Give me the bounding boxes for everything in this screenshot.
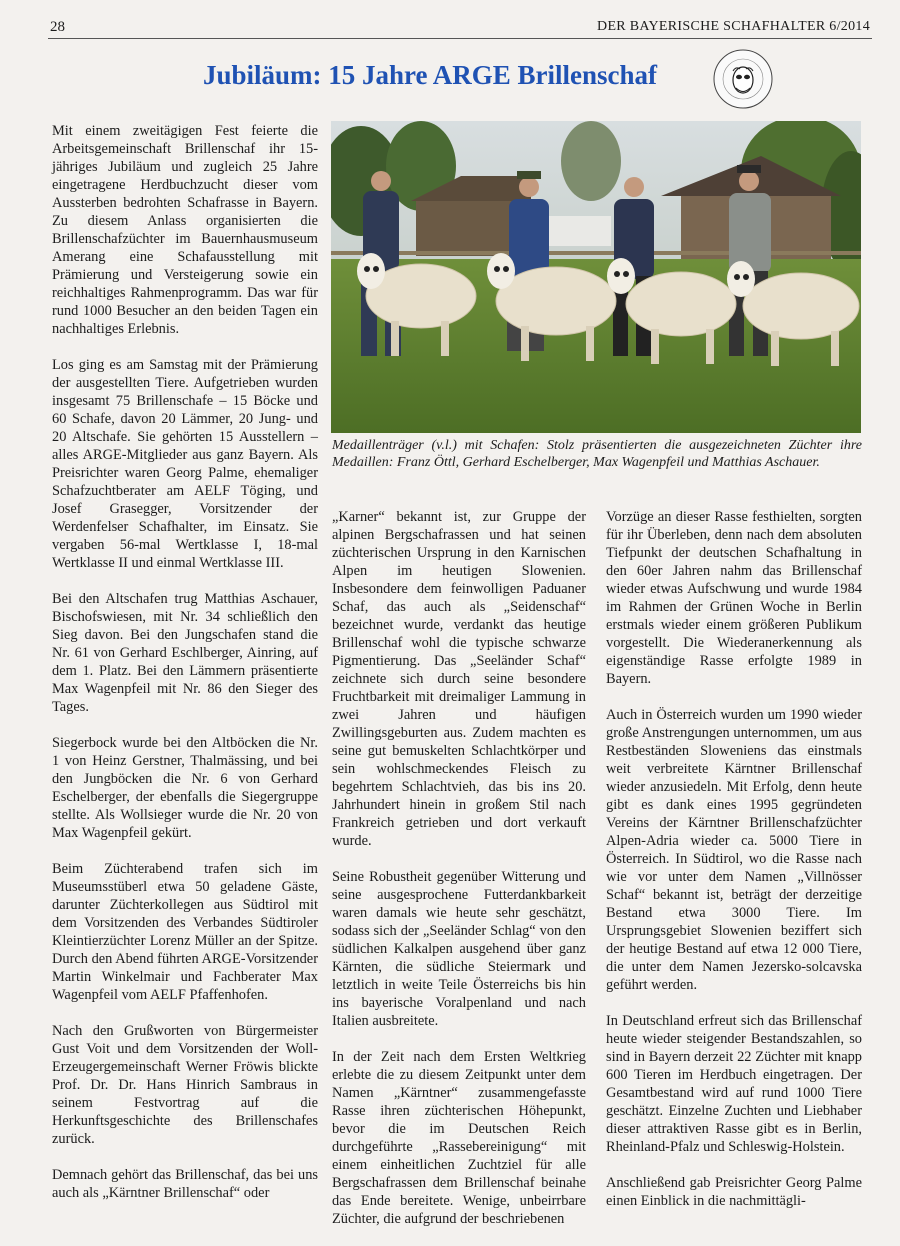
paragraph: Beim Züchterabend trafen sich im Museumsstüberl etwa 50 geladene Gäste, darunter Züchterkollegen aus Südtirol mit dem Vorsitzenden des Verbandes Südtiroler Kleintierzüchter Lorenz Müller an der Spitze. Durch den Abend führten ARGE-Vorsitzender Martin Winkelmair und Fachberater Max Wagenpfeil vom AELF Pfaffenhofen. <box>52 861 318 1003</box>
magazine-header: DER BAYERISCHE SCHAFHALTER 6/2014 <box>597 19 870 34</box>
paragraph: In der Zeit nach dem Ersten Weltkrieg erlebte die zu diesem Zeitpunkt unter dem Namen „Kärntner“ zusammengefasste Rasse ihren züchterischen Höhepunkt, bevor die im Deutschen Reich durchgeführte „Rassebereinigung“ mit einem einheitlichen Zuchtziel für alle Bergschafrassen dem Brillenschaf beinahe das Ende bereitete. Wenige, unbeirrbare Züchter, die aufgrund der beschriebenen <box>332 1049 586 1227</box>
article-title: Jubiläum: 15 Jahre ARGE Brillenschaf <box>202 60 658 90</box>
paragraph: Seine Robustheit gegenüber Witterung und seine ausgesprochene Futterdankbarkeit waren damals wie heute sehr geschätzt, sodass sich der „Seeländer Schlag“ von den südlichen Kalkalpen ausgehend über ganz Kärnten, die südliche Steiermark und letztlich in weite Teile Österreichs bis hin ins bayerische Voralpenland und nach Italien ausbreitete. <box>332 869 586 1029</box>
paragraph: „Karner“ bekannt ist, zur Gruppe der alpinen Bergschafrassen und hat seinen züchterischen Ursprung in den Karnischen Alpen im heutigen Slowenien. Insbesondere dem feinwolligen Paduaner Schaf, das auch als „Seidenschaf“ bezeichnet wurde, verdankt das heutige Brillenschaf wohl die typische schwarze Pigmentierung. Das „Seeländer Schaf“ zeichnete sich durch seine besondere Fruchtbarkeit mit dreimaliger Lammung in zwei Jahren und häufigen Zwillingsgeburten aus. Zudem machten es seine gut bemuskelten Schlachtkörper und sein wohlschmeckendes Fleisch zu begehrtem Schlachtvieh, das bis ins 20. Jahrhundert hinein in großem Stil nach Frankreich getrieben und dort verkauft wurde. <box>332 509 586 849</box>
paragraph: Demnach gehört das Brillenschaf, das bei uns auch als „Kärntner Brillenschaf“ oder <box>52 1167 318 1201</box>
article-column-2 <box>332 508 586 1246</box>
arge-brillenschaf-logo <box>712 48 774 110</box>
paragraph: Mit einem zweitägigen Fest feierte die Arbeitsgemeinschaft Brillenschaf ihr 15-jähriges Jubiläum und zugleich 25 Jahre eingetragene Herdbuchzucht dieser vom Aussterben bedrohten Schafrasse in Bayern. Zu diesem Anlass organisierten die Brillenschafzüchter im Bauernhausmuseum Amerang eine Schafausstellung mit Prämierung und Versteigerung sowie ein reichhaltiges Rahmenprogramm. Das war für rund 1000 Besucher an den beiden Tagen ein nachhaltiges Erlebnis. <box>52 123 318 337</box>
paragraph: Siegerbock wurde bei den Altböcken die Nr. 1 von Heinz Gerstner, Thalmässing, und bei den Jungböcken die Nr. 6 von Gerhard Eschelberger, der ebenfalls die Siegergruppe stellte. Als Wollsieger wurde die Nr. 20 von Max Wagenpfeil gekürt. <box>52 735 318 841</box>
header-divider <box>48 38 872 39</box>
paragraph: In Deutschland erfreut sich das Brillenschaf heute wieder steigender Bestandszahlen, so sind in Bayern derzeit 22 Züchter mit knapp 600 Tieren im Herdbuch eingetragen. Der Gesamtbestand wird auf rund 1000 Tiere geschätzt. Einzelne Zuchten und Liebhaber dieser attraktiven Rasse gibt es in Berlin, Rheinland-Pfalz und Schleswig-Holstein. <box>606 1013 862 1155</box>
photo-medal-winners-with-sheep <box>331 121 861 433</box>
paragraph: Anschließend gab Preisrichter Georg Palme einen Einblick in die nachmittägli- <box>606 1175 862 1209</box>
paragraph: Nach den Grußworten von Bürgermeister Gust Voit und dem Vorsitzenden der Woll-Erzeugergemeinschaft Werner Fröwis blickte Prof. Dr. Dr. Hans Hinrich Sambraus in seinem Festvortrag auf die Herkunftsgeschichte des Brillenschafes zurück. <box>52 1023 318 1147</box>
photo-caption: Medaillenträger (v.l.) mit Schafen: Stolz präsentierten die ausgezeichneten Züchter ihre Medaillen: Franz Öttl, Gerhard Eschelberger, Max Wagenpfeil und Matthias Aschauer. <box>332 438 862 470</box>
article-column-3 <box>606 508 862 1228</box>
paragraph: Auch in Österreich wurden um 1990 wieder große Anstrengungen unternommen, um aus Restbeständen Sloweniens das einstmals weit verbreitete Kärntner Brillenschaf wieder anzusiedeln. Mit Erfolg, denn heute gibt es dank eines 1995 gegründeten Vereins der Kärntner Brillenschafzüchter Alpen-Adria wieder ca. 5000 Tiere in Österreich. In Südtirol, wo die Rasse nach wie vor unter dem Namen „Villnösser Schaf“ bekannt ist, beträgt der derzeitige Bestand etwa 3000 Tiere. Im Ursprungsgebiet Slowenien beziffert sich der heutige Bestand auf etwa 12 000 Tiere, die unter dem Namen Jezersko-solcavska geführt werden. <box>606 707 862 993</box>
paragraph: Vorzüge an dieser Rasse festhielten, sorgten für ihr Überleben, denn nach dem absoluten Tiefpunkt der deutschen Schafhaltung in den 60er Jahren nahm das Brillenschaf wieder etwas Aufschwung und wurde 1984 im Rahmen der Grünen Woche in Berlin erstmals wieder einem größeren Publikum vorgestellt. Die Wiederanerkennung als eigenständige Rasse erfolgte 1989 in Bayern. <box>606 509 862 687</box>
article-column-1 <box>52 122 318 1220</box>
paragraph: Bei den Altschafen trug Matthias Aschauer, Bischofswiesen, mit Nr. 34 schließlich den Sieg davon. Bei den Jungschafen stand die Nr. 61 von Gerhard Eschlberger, Ainring, auf dem 1. Platz. Bei den Lämmern präsentierte Max Wagenpfeil mit Nr. 86 den Sieger des Tages. <box>52 591 318 715</box>
page-number: 28 <box>50 19 65 35</box>
paragraph: Los ging es am Samstag mit der Prämierung der ausgestellten Tiere. Aufgetrieben wurden insgesamt 75 Brillenschafe – 15 Böcke und 60 Schafe, davon 20 Lämmer, 20 Jung- und 20 Altschafe. Sie gehörten 15 Ausstellern – alles ARGE-Mitglieder aus ganz Bayern. Als Preisrichter waren Georg Palme, ehemaliger Schafzuchtberater am AELF Töging, und Josef Grasegger, Vorsitzender der Werdenfelser Schafhalter, im Einsatz. Sie vergaben 56-mal Wertklasse I, 18-mal Wertklasse II und einmal Wertklasse III. <box>52 357 318 571</box>
